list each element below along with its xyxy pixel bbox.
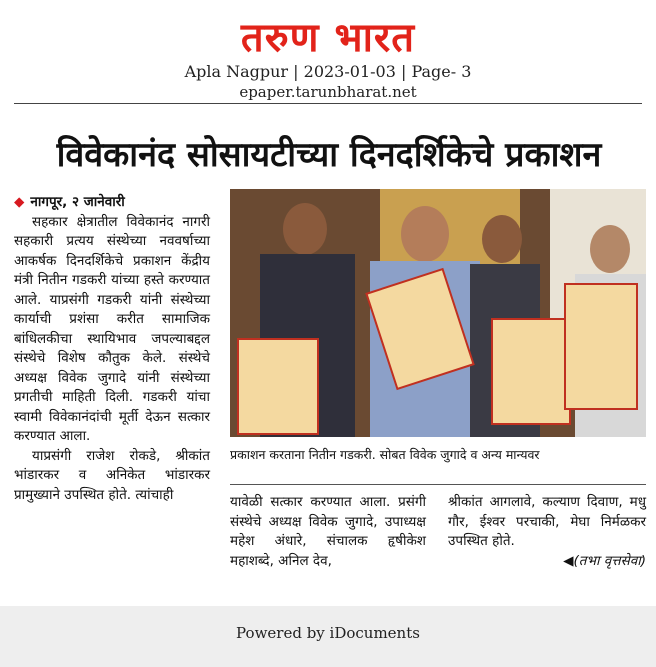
caption-divider <box>230 484 646 485</box>
photo-illustration <box>230 189 646 437</box>
diamond-bullet-icon: ◆ <box>14 194 25 210</box>
article-paragraph-2: याप्रसंगी राजेश रोकडे, श्रीकांत भांडारकर व अनिकेत भांडारकर प्रामुख्याने उपस्थित होते. त्यांचाही <box>14 447 210 503</box>
article-headline: विवेकानंद सोसायटीच्या दिनदर्शिकेचे प्रकाशन <box>56 135 602 175</box>
credit-text: (तभा वृत्तसेवा) <box>573 552 646 569</box>
article-photo <box>230 189 646 437</box>
article-column-middle: यावेळी सत्कार करण्यात आला. प्रसंगी संस्थेचे अध्यक्ष विवेक जुगादे, उपाध्यक्ष महेश अंधारे, संचालक हृषीकेश महाशब्दे, अनिल देव, <box>230 494 426 569</box>
dateline-text: नागपूर, २ जानेवारी <box>30 194 125 210</box>
site-url[interactable]: epaper.tarunbharat.net <box>239 83 417 101</box>
news-credit <box>448 552 646 572</box>
photo-caption: प्रकाशन करताना नितीन गडकरी. सोबत विवेक जुगादे व अन्य मान्यवर <box>230 447 540 462</box>
newspaper-logo: तरुण भारत <box>240 15 416 61</box>
dateline <box>14 193 210 213</box>
article-paragraph-3: श्रीकांत आगलावे, कल्याण दिवाण, मधु गौर, ईश्वर परचाकी, मेघा निर्मळकर उपस्थित होते. <box>448 494 646 549</box>
powered-by-link[interactable]: Powered by iDocuments <box>236 624 420 642</box>
masthead <box>0 14 656 62</box>
edition-line: Apla Nagpur | 2023-01-03 | Page- 3 <box>184 62 472 81</box>
article-column-left <box>14 193 210 505</box>
caret-left-icon: ◀ <box>563 552 574 569</box>
article-paragraph-1: सहकार क्षेत्रातील विवेकानंद नागरी सहकारी प्रत्यय संस्थेच्या नववर्षाच्या आकर्षक दिनदर्शिकेचे प्रकाशन केंद्रीय मंत्री नितीन गडकरी यांच्या हस्ते करण्यात आले. याप्रसंगी गडकरी यांनी संस्थेच्या कार्याची प्रशंसा करीत सामाजिक बांधिलकीचा स्थायिभाव जपल्याबद्दल संस्थेचे विशेष कौतुक केले. संस्थेचे अध्यक्ष विवेक जुगादे यांनी संस्थेच्या प्रगतीची माहिती दिली. गडकरी यांचा स्वामी विवेकानंदांची मूर्ती देऊन सत्कार करण्यात आला. <box>14 213 210 444</box>
header-divider <box>14 103 642 104</box>
footer <box>0 606 656 667</box>
article-column-right <box>448 493 646 571</box>
